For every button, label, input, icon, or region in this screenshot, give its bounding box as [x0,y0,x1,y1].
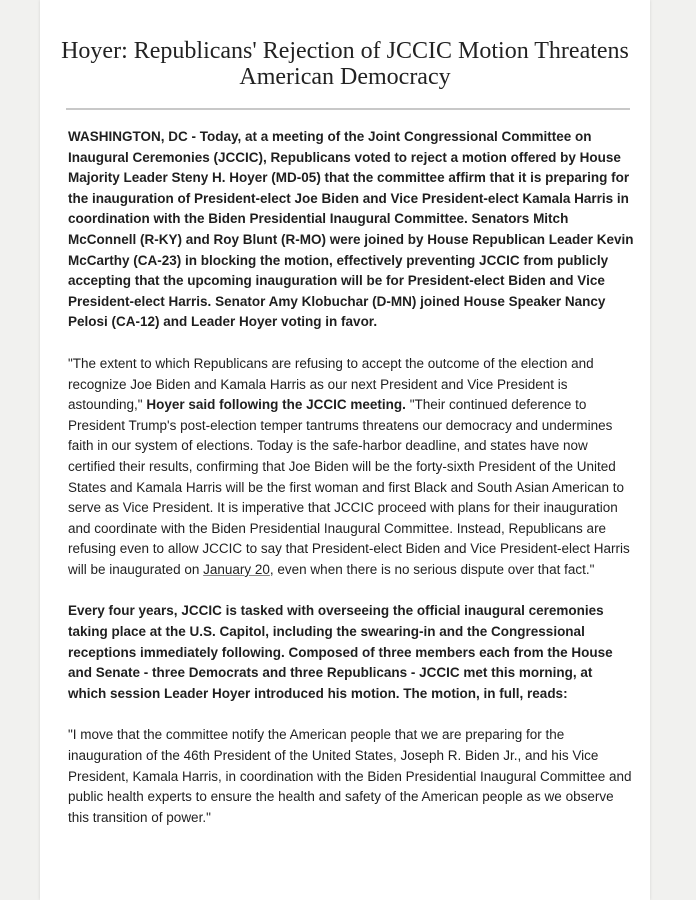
lead-paragraph: WASHINGTON, DC - Today, at a meeting of the Joint Congressional Committee on Inaugural Ceremonies (JCCIC), Republicans voted to reject a motion offered by House Majority Leader Steny H. Hoyer (MD-05) that the committee affirm that it is preparing for the inauguration of President-elect Joe Biden and Vice President-elect Kamala Harris in coordination with the Biden Presidential Inaugural Committee. Senators Mitch McConnell (R-KY) and Roy Blunt (R-MO) were joined by House Republican Leader Kevin McCarthy (CA-23) in blocking the motion, effectively preventing JCCIC from publicly accepting that the upcoming inauguration will be for President-elect Biden and Vice President-elect Harris. Senator Amy Klobuchar (D-MN) joined House Speaker Nancy Pelosi (CA-12) and Leader Hoyer voting in favor. [68,129,634,330]
date-link[interactable]: January 20 [203,561,270,577]
motion-text-paragraph: "I move that the committee notify the American people that we are preparing for the inauguration of the 46th President of the United States, Joseph R. Biden Jr., and his Vice President, Kamala Harris, in coordination with the Biden Presidential Inaugural Committee and public health experts to ensure the health and safety of the American people as we observe this transition of power." [68,727,632,825]
background-paragraph: Every four years, JCCIC is tasked with overseeing the official inaugural ceremonies taking place at the U.S. Capitol, including the swearing-in and the Congressional receptions immediately following. Composed of three members each from the House and Senate - three Democrats and three Republicans - JCCIC met this morning, at which session Leader Hoyer introduced his motion. The motion, in full, reads: [68,603,613,701]
press-release-page [40,0,650,900]
quote-attribution: Hoyer said following the JCCIC meeting. [146,397,406,413]
article-body [68,127,634,849]
quote-rest: "Their continued deference to President Trump's post-election temper tantrums threatens our democracy and undermines faith in our system of elections. Today is the safe-harbor deadline, and states have now certified their results, confirming that Joe Biden will be the forty-sixth President of the United States and Kamala Harris will be the first woman and first Black and South Asian American to serve as Vice President. It is imperative that JCCIC proceed with plans for their inauguration and coordinate with the Biden Presidential Inaugural Committee. Instead, Republicans are refusing even to allow JCCIC to say that President-elect Biden and Vice President-elect Harris will be inaugurated on [68,397,630,577]
title-divider [66,108,630,110]
quote-start: "The extent to which Republicans are refusing to accept the outcome of the election and recognize Joe Biden and Kamala Harris as our next President and Vice President is astounding," [68,355,594,413]
quote-paragraph [68,354,634,581]
quote-end: , even when there is no serious dispute over that fact." [269,561,595,577]
page-title: Hoyer: Republicans' Rejection of JCCIC Motion Threatens American Democracy [61,38,629,90]
